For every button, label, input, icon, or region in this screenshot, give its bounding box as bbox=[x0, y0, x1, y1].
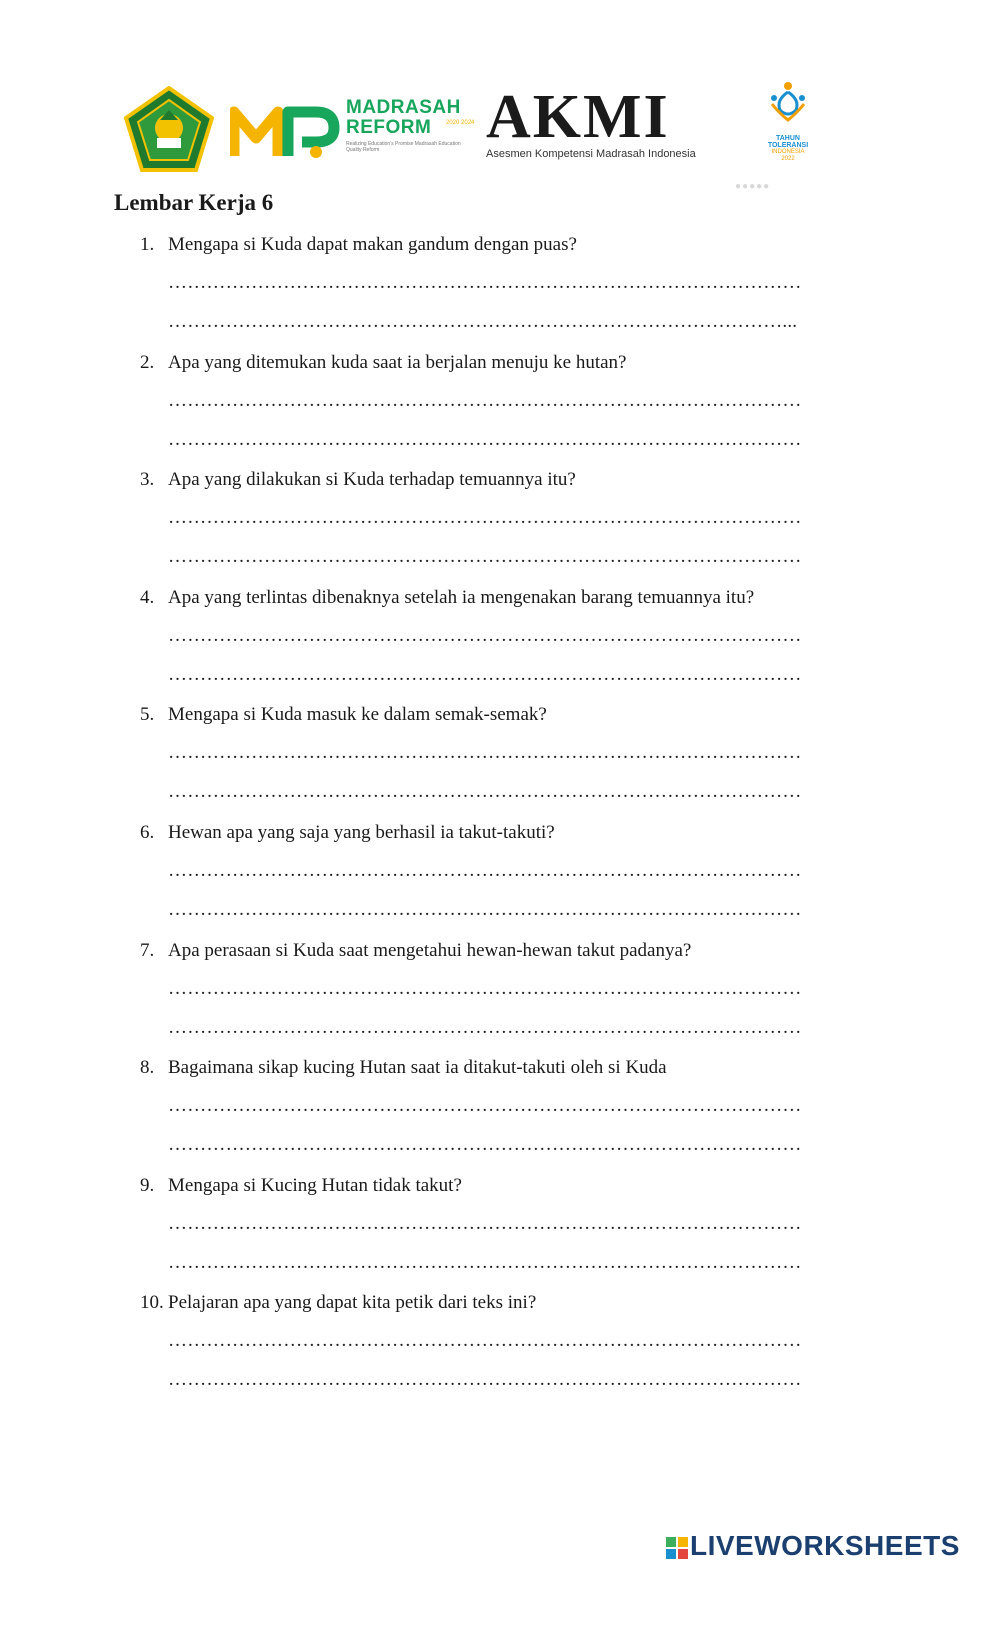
question-number: 8. bbox=[140, 1057, 155, 1079]
question-text: Mengapa si Kucing Hutan tidak takut? bbox=[168, 1174, 462, 1196]
header-logos bbox=[118, 80, 838, 180]
question-number: 1. bbox=[140, 234, 155, 255]
answer-line[interactable]: ……………………………………………………………………………………… bbox=[168, 1095, 802, 1117]
answer-line[interactable]: ……………………………………………………………………………………… bbox=[168, 781, 802, 803]
answer-line[interactable]: ……………………………………………………………………………………… bbox=[168, 663, 802, 685]
question-number: 2. bbox=[140, 351, 155, 373]
answer-line[interactable]: ……………………………………………………………………………………… bbox=[168, 272, 802, 293]
liveworksheets-grid-icon bbox=[666, 1537, 688, 1559]
tahun-label: TAHUN bbox=[776, 135, 800, 142]
question-number: 3. bbox=[140, 469, 155, 491]
answer-line[interactable]: ……………………………………………………………………………………… bbox=[168, 1016, 802, 1038]
question-text: Apa perasaan si Kuda saat mengetahui hewan-hewan takut padanya? bbox=[168, 939, 692, 961]
answer-line[interactable]: ……………………………………………………………………………………… bbox=[168, 1369, 802, 1391]
question-number: 9. bbox=[140, 1174, 155, 1196]
toleransi-label: TOLERANSI bbox=[767, 142, 809, 149]
question-number: 6. bbox=[140, 822, 155, 843]
reform-tagline: Realizing Education's Promise Madrasah Education Quality Reform bbox=[346, 141, 461, 153]
reform-line: REFORM bbox=[346, 117, 432, 138]
answer-line[interactable]: ……………………………………………………………………………………... bbox=[168, 311, 798, 332]
question-number: 10. bbox=[140, 1292, 164, 1314]
question-text: Mengapa si Kuda dapat makan gandum dengan puas? bbox=[168, 234, 577, 255]
answer-line[interactable]: ……………………………………………………………………………………… bbox=[168, 1251, 802, 1273]
answer-line[interactable]: ……………………………………………………………………………………… bbox=[168, 977, 802, 999]
answer-line[interactable]: ……………………………………………………………………………………… bbox=[168, 428, 802, 450]
akmi-title: AKMI bbox=[486, 83, 670, 151]
tahun-toleransi-icon bbox=[766, 80, 810, 130]
kemenag-emblem-icon bbox=[124, 86, 214, 172]
madrasah-reform-logo-icon bbox=[230, 98, 350, 160]
indonesia-label: INDONESIA bbox=[771, 149, 805, 155]
question-text: Apa yang terlintas dibenaknya setelah ia mengenakan barang temuannya itu? bbox=[168, 586, 755, 608]
question-text: Apa yang dilakukan si Kuda terhadap temuannya itu? bbox=[168, 469, 576, 491]
question-text: Bagaimana sikap kucing Hutan saat ia ditakut-takuti oleh si Kuda bbox=[168, 1057, 667, 1079]
akmi-logo bbox=[486, 83, 736, 160]
question-text: Pelajaran apa yang dapat kita petik dari teks ini? bbox=[168, 1292, 537, 1314]
question-number: 4. bbox=[140, 586, 155, 608]
madrasah-line: MADRASAH bbox=[346, 97, 461, 118]
answer-line[interactable]: ……………………………………………………………………………………… bbox=[168, 624, 802, 646]
year-label: 2022 bbox=[781, 156, 795, 162]
answer-line[interactable]: ……………………………………………………………………………………… bbox=[168, 389, 802, 411]
answer-line[interactable]: ……………………………………………………………………………………… bbox=[168, 860, 802, 881]
answer-line[interactable]: ……………………………………………………………………………………… bbox=[168, 1134, 802, 1156]
question-number: 5. bbox=[140, 704, 155, 726]
liveworksheets-wordmark: LIVEWORKSHEETS bbox=[690, 1530, 960, 1561]
answer-line[interactable]: ……………………………………………………………………………………… bbox=[168, 1330, 802, 1352]
answer-line[interactable]: ……………………………………………………………………………………… bbox=[168, 507, 802, 529]
answer-line[interactable]: ……………………………………………………………………………………… bbox=[168, 742, 802, 764]
decorative-dots: ●●●●● bbox=[735, 181, 771, 192]
question-text: Apa yang ditemukan kuda saat ia berjalan menuju ke hutan? bbox=[168, 351, 627, 373]
akmi-subtitle: Asesmen Kompetensi Madrasah Indonesia bbox=[486, 148, 696, 160]
question-text: Hewan apa yang saja yang berhasil ia takut-takuti? bbox=[168, 822, 555, 843]
reform-years: 2020 2024 bbox=[446, 120, 475, 126]
worksheet-title: Lembar Kerja 6 bbox=[114, 190, 274, 215]
madrasah-reform-wordmark bbox=[346, 98, 476, 153]
answer-line[interactable]: ……………………………………………………………………………………… bbox=[168, 899, 802, 920]
question-text: Mengapa si Kuda masuk ke dalam semak-semak? bbox=[168, 704, 547, 726]
question-number: 7. bbox=[140, 939, 155, 961]
tahun-toleransi-logo bbox=[758, 80, 818, 163]
answer-line[interactable]: ……………………………………………………………………………………… bbox=[168, 1212, 802, 1234]
answer-line[interactable]: ……………………………………………………………………………………… bbox=[168, 546, 802, 568]
